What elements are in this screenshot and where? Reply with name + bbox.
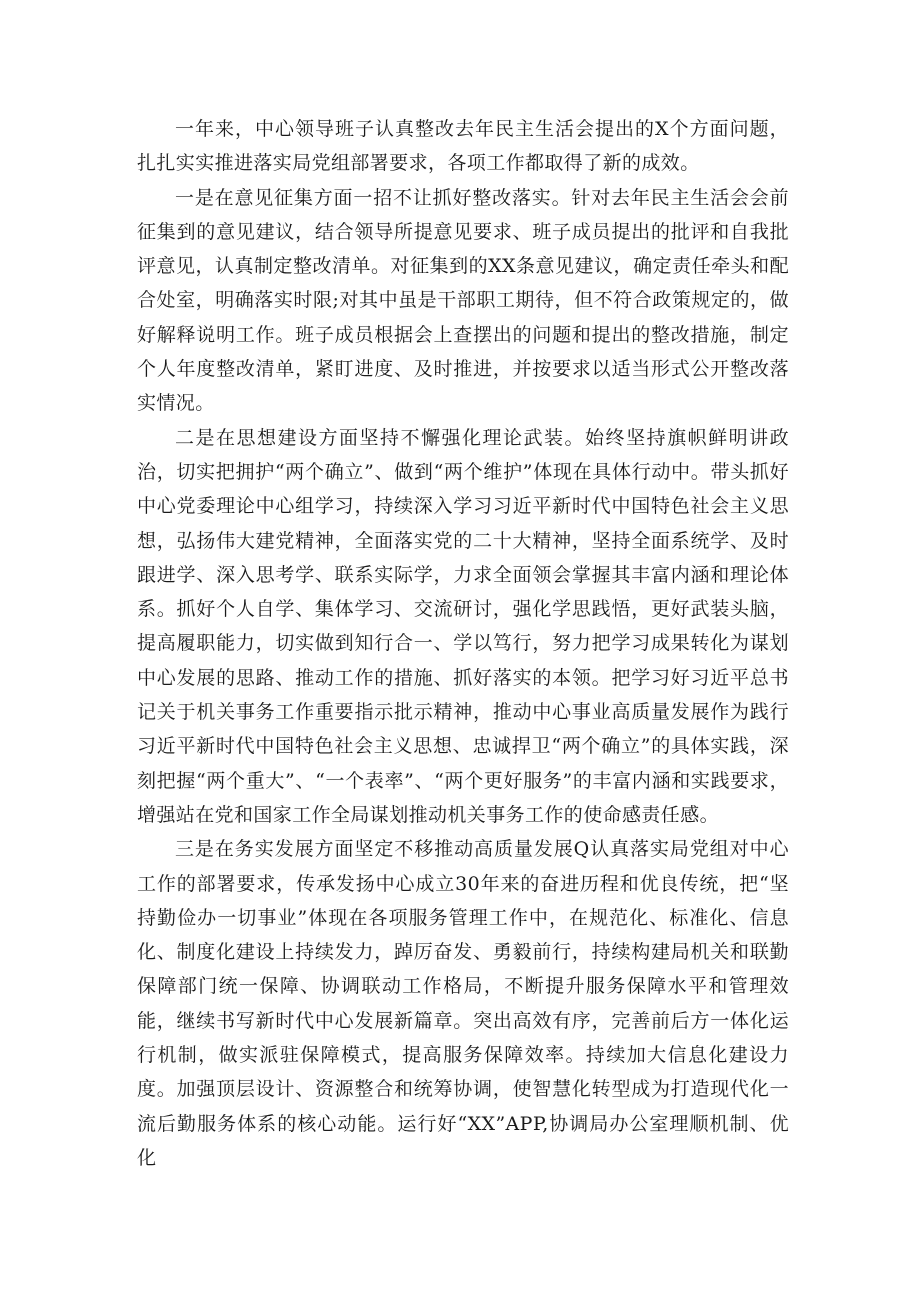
paragraph-intro: 一年来，中心领导班子认真整改去年民主生活会提出的X个方面问题，扎扎实实推进落实局党组部署要求，各项工作都取得了新的成效。 xyxy=(137,118,789,175)
paragraph-second-point: 二是在思想建设方面坚持不懈强化理论武装。始终坚持旗帜鲜明讲政治，切实把拥护“两个确立”、做到“两个维护”体现在具体行动中。带头抓好中心党委理论中心组学习，持续深入学习习近平新时代中国特色社会主义思想，弘扬伟大建党精神，全面落实党的二十大精神，坚持全面系统学、及时跟进学、深入思考学、联系实际学，力求全面领会掌握其丰富内涵和理论体系。抓好个人自学、集体学习、交流研讨，强化学思践悟，更好武装头脑，提高履职能力，切实做到知行合一、学以笃行，努力把学习成果转化为谋划中心发展的思路、推动工作的措施、抓好落实的本领。把学习好习近平总书记关于机关事务工作重要指示批示精神，推动中心事业高质量发展作为践行习近平新时代中国特色社会主义思想、忠诚捍卫“两个确立”的具体实践，深刻把握“两个重大”、“一个表率”、“两个更好服务”的丰富内涵和实践要求，增强站在党和国家工作全局谋划推动机关事务工作的使命感责任感。 xyxy=(137,426,789,826)
document-body xyxy=(137,112,789,1175)
paragraph-third-point: 三是在务实发展方面坚定不移推动高质量发展Q认真落实局党组对中心工作的部署要求，传承发扬中心成立30年来的奋进历程和优良传统，把“坚持勤俭办一切事业”体现在各项服务管理工作中，在规范化、标准化、信息化、制度化建设上持续发力，踔厉奋发、勇毅前行，持续构建局机关和联勤保障部门统一保障、协调联动工作格局，不断提升服务保障水平和管理效能，继续书写新时代中心发展新篇章。突出高效有序，完善前后方一体化运行机制，做实派驻保障模式，提高服务保障效率。持续加大信息化建设力度。加强顶层设计、资源整合和统筹协调，使智慧化转型成为打造现代化一流后勤服务体系的核心动能。运行好“XX”APP,协调局办公室理顺机制、优化 xyxy=(137,838,789,1169)
paragraph-first-point: 一是在意见征集方面一招不让抓好整改落实。针对去年民主生活会会前征集到的意见建议，结合领导所提意见要求、班子成员提出的批评和自我批评意见，认真制定整改清单。对征集到的XX条意见建议，确定责任牵头和配合处室，明确落实时限;对其中虽是干部职工期待，但不符合政策规定的，做好解释说明工作。班子成员根据会上查摆出的问题和提出的整改措施，制定个人年度整改清单，紧盯进度、及时推进，并按要求以适当形式公开整改落实情况。 xyxy=(137,186,789,415)
